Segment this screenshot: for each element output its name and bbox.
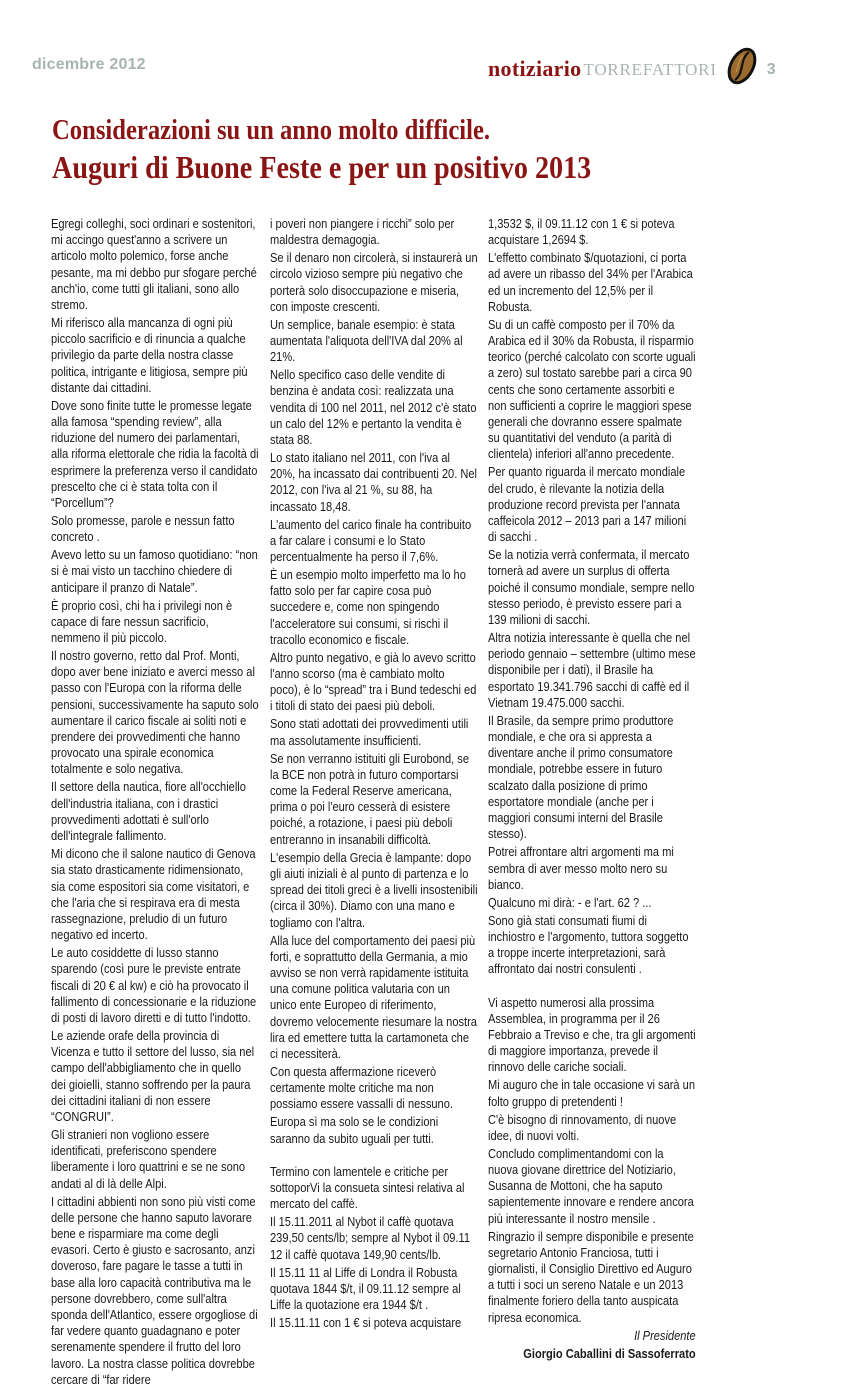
article-paragraph: Se il denaro non circolerà, si instaurerà un circolo vizioso sempre più negativo che porterà solo disoccupazione e miseria, con imposte crescenti. bbox=[270, 251, 478, 314]
article-paragraph: L'esempio della Grecia è lampante: dopo gli aiuti iniziali è al punto di partenza e lo spread dei titoli greci è a livelli insostenibili (circa il 30%). Diamo con una mano e togliamo con l'altra. bbox=[270, 850, 478, 930]
article-paragraph: 1,3532 $, il 09.11.12 con 1 € si poteva acquistare 1,2694 $. bbox=[488, 217, 675, 248]
article-paragraph: C'è bisogno di rinnovamento, di nuove idee, di nuovi volti. bbox=[488, 1112, 677, 1143]
article-paragraph: Concludo complimentandomi con la nuova giovane direttrice del Notiziario, Susanna de Mottoni, che ha saputo sapientemente innovare e rendere ancora più interessante il nostro mensile . bbox=[488, 1146, 694, 1226]
article-paragraph: Europa sì ma solo se le condizioni saranno da subito uguali per tutti. bbox=[270, 1115, 439, 1146]
article-paragraph: Se non verranno istituiti gli Eurobond, se la BCE non potrà in futuro comportarsi come la Federal Reserve americana, prima o poi l'euro cesserà di esistere poiché, a rotazione, i paesi più deboli entreranno in insanabili difficoltà. bbox=[270, 751, 469, 847]
article-paragraph: Qualcuno mi dirà: - e l'art. 62 ? ... bbox=[488, 895, 652, 910]
article-paragraph: Per quanto riguarda il mercato mondiale del crudo, è rilevante la notizia della produzione record prevista per l'annata caffeicola 2012 – 2013 pari a 147 milioni di sacchi . bbox=[488, 465, 687, 545]
signature-name: Giorgio Caballini di Sassoferrato bbox=[523, 1346, 696, 1361]
article-paragraph: Con questa affermazione riceverò certamente molte critiche ma non possiamo essere vassalli di nessuno. bbox=[270, 1064, 453, 1112]
brand-name-primary: notiziario bbox=[488, 56, 582, 81]
article-paragraph: Potrei affrontare altri argomenti ma mi sembra di aver messo molto nero su bianco. bbox=[488, 845, 674, 892]
article-paragraph: Mi auguro che in tale occasione vi sarà un folto gruppo di pretendenti ! bbox=[488, 1078, 695, 1109]
article-paragraph: Mi dicono che il salone nautico di Genova sia stato drasticamente ridimensionato, sia come espositori sia come visitatori, e che l'aria che si respirava era di mesta rassegnazione, preludio di un futuro negativo ed incerto. bbox=[51, 847, 256, 943]
article-paragraph: Il Brasile, da sempre primo produttore mondiale, e che ora si appresta a diventare anche il primo consumatore mondiale, potrebbe essere in futuro scalzato dalla posizione di primo esportatore mondiale (anche per i maggiori consumi interni del Brasile stesso). bbox=[488, 713, 674, 842]
article-paragraph: Vi aspetto numerosi alla prossima Assemblea, in programma per il 26 Febbraio a Treviso e che, tra gli argomenti di maggiore importanza, prevede il rinnovo delle cariche sociali. bbox=[488, 995, 696, 1075]
article-paragraph: Altra notizia interessante è quella che nel periodo gennaio – settembre (ultimo mese disponibile per i dati), il Brasile ha esportato 19.341.796 sacchi di caffè ed il Vietnam 19.475.000 sacchi. bbox=[488, 631, 696, 710]
article-paragraph: Le auto cosiddette di lusso stanno sparendo (così pure le previste entrate fiscali di 20 € al kw) e ciò ha provocato il fallimento di concessionarie e la riduzione di posti di lavoro diretti e di tutto l'indotto. bbox=[51, 946, 257, 1025]
article-paragraph: i poveri non piangere i ricchi” solo per maldestra demagogia. bbox=[270, 217, 455, 248]
article-paragraph: È proprio così, chi ha i privilegi non è capace di fare nessun sacrificio, nemmeno il più piccolo. bbox=[51, 598, 233, 646]
article-paragraph: Il nostro governo, retto dal Prof. Monti, dopo aver bene iniziato e averci messo al passo con l'Europa con la riforma delle pensioni, successivamente ha saputo solo aumentare il carico fiscale ai soliti noti e prendere dei provvedimenti che hanno provocato una spirale economica totalmente e solo negativa. bbox=[51, 649, 259, 777]
article-paragraph: Sono già stati consumati fiumi di inchiostro e l'argomento, tuttora soggetto a troppe incerte interpretazioni, sarà affrontato dai nostri consulenti . bbox=[488, 913, 689, 977]
article-paragraph: È un esempio molto imperfetto ma lo ho fatto solo per far capire cosa può succedere e, come non spingendo l'acceleratore sui consumi, si rischi il tracollo economico e fiscale. bbox=[270, 568, 466, 647]
signature-role: Il Presidente bbox=[634, 1328, 696, 1343]
article-paragraph: Un semplice, banale esempio: è stata aumentata l'aliquota dell'IVA dal 20% al 21%. bbox=[270, 317, 463, 365]
article-paragraph: Sono stati adottati dei provvedimenti utili ma assolutamente insufficienti. bbox=[270, 717, 469, 748]
article-paragraph: Nello specifico caso delle vendite di benzina è andata così: realizzata una vendita di 100 nel 2011, nel 2012 c'è stato un calo del 12% e pertanto la vendita è stata 88. bbox=[270, 368, 477, 448]
coffee-bean-icon bbox=[725, 46, 759, 86]
article-paragraph: Le aziende orafe della provincia di Vicenza e tutto il settore del lusso, sia nel campo dell'abbigliamento che in quello dei gioielli, stanno soffrendo per la paura dei cittadini italiani di non essere “CONGRUI”. bbox=[51, 1028, 255, 1124]
article-paragraph: Ringrazio il sempre disponibile e presente segretario Antonio Franciosa, tutti i giornalisti, il Consiglio Direttivo ed Auguro a tutti i soci un sereno Natale e un 2013 finalmente foriero della tanto auspicata ripresa economica. bbox=[488, 1229, 694, 1325]
masthead bbox=[488, 52, 776, 86]
title-line-1: Considerazioni su un anno molto difficile. bbox=[52, 115, 491, 146]
article-paragraph: Se la notizia verrà confermata, il mercato tornerà ad avere un surplus di offerta poiché il consumo mondiale, sempre nello stesso periodo, è previsto essere pari a 139 milioni di sacchi. bbox=[488, 548, 695, 628]
article-paragraph: I cittadini abbienti non sono più visti come delle persone che hanno saputo lavorare bene e risparmiare ma come degli evasori. Certo è giusto e sacrosanto, anzi doveroso, fare pagare le tasse a tutti in base alla loro capacità contributiva ma le persone dovrebbero, come sull'altra sponda dell'Atlantico, essere orgogliose di far vedere quanto guadagnano e poter serenamente spendere il frutto del loro lavoro. La nostra classe politica dovrebbe cercare di “far ridere bbox=[51, 1194, 258, 1387]
article-paragraph: L'effetto combinato $/quotazioni, ci porta ad avere un ribasso del 34% per l'Arabica ed un incremento del 12,5% per il Robusta. bbox=[488, 251, 693, 314]
issue-date: dicembre 2012 bbox=[32, 56, 146, 73]
article-paragraph: Su di un caffè composto per il 70% da Arabica ed il 30% da Robusta, il risparmio teorico (perché calcolato con scorte uguali a zero) sul tostato sarebbe pari a circa 90 cents che sono certamente assorbiti e non sufficienti a coprire le maggiori spese generali che dovranno essere spalmate su quantitativi del venduto (a parità di clientela) inferiori all'anno precedente. bbox=[488, 317, 696, 462]
article-title bbox=[52, 114, 721, 186]
article-paragraph: Solo promesse, parole e nessun fatto concreto . bbox=[51, 514, 235, 545]
article-paragraph: Il settore della nautica, fiore all'occhiello dell'industria italiana, con i drastici provvedimenti adottati è sull'orlo dell'integrale fallimento. bbox=[51, 780, 246, 844]
article-paragraph: Egregi colleghi, soci ordinari e sostenitori, mi accingo quest'anno a scrivere un articolo molto polemico, forse anche pesante, ma mi debbo pur sfogare perché anch'io, come tutti gli italiani, sono allo stremo. bbox=[51, 217, 257, 313]
article-paragraph: Dove sono finite tutte le promesse legate alla famosa “spending review”, alla riduzione del numero dei parlamentari, alla riforma elettorale che ridia la facoltà di esprimere la preferenza verso il candidato prescelto che ci è stata tolta con il “Porcellum”? bbox=[51, 398, 259, 511]
brand-name-secondary: TORREFATTORI bbox=[583, 60, 717, 79]
article-paragraph: L'aumento del carico finale ha contribuito a far calare i consumi e lo Stato percentualmente ha perso il 7,6%. bbox=[270, 517, 472, 565]
article-paragraph: Alla luce del comportamento dei paesi più forti, e soprattutto della Germania, a mio avviso se non verrà rapidamente istituita una comune politica valutaria con un unico ente Europeo di riferimento, dovremo velocemente riesumare la nostra lira ed emettere tutta la cartamoneta che ci necessiterà. bbox=[270, 933, 477, 1061]
article-column-1 bbox=[51, 216, 259, 1390]
article-paragraph: Lo stato italiano nel 2011, con l'iva al 20%, ha incassato dai contribuenti 20. Nel 2012, con l'iva al 21 %, su 88, ha incassato 18,48. bbox=[270, 451, 478, 514]
article-paragraph: Avevo letto su un famoso quotidiano: “non si è mai visto un tacchino chiedere di anticipare il pranzo di Natale”. bbox=[51, 548, 258, 595]
article-paragraph: Il 15.11.11 con 1 € si poteva acquistare bbox=[270, 1315, 462, 1330]
page-number: 3 bbox=[766, 61, 776, 78]
article-column-3 bbox=[488, 216, 696, 1364]
article-paragraph: Il 15.11.2011 al Nybot il caffè quotava 239,50 cents/lb; sempre al Nybot il 09.11 12 il caffè quotava 149,90 cents/lb. bbox=[270, 1215, 471, 1262]
article-paragraph: Termino con lamentele e critiche per sottoporVi la consueta sintesi relativa al mercato del caffè. bbox=[270, 1164, 465, 1212]
article-paragraph: Il 15.11 11 al Liffe di Londra il Robusta quotava 1844 $/t, il 09.11.12 sempre al Liffe la quotazione era 1944 $/t . bbox=[270, 1265, 461, 1312]
article-paragraph: Gli stranieri non vogliono essere identificati, preferiscono spendere liberamente i loro quattrini e se ne sono andati al di là delle Alpi. bbox=[51, 1127, 246, 1191]
article-paragraph: Mi riferisco alla mancanza di ogni più piccolo sacrificio e di rinuncia a qualche privilegio da parte della nostra classe politica, intrigante e litigiosa, sempre più distante dai cittadini. bbox=[51, 316, 248, 395]
title-line-2: Auguri di Buone Feste e per un positivo 2013 bbox=[52, 149, 592, 185]
article-paragraph: Altro punto negativo, e già lo avevo scritto l'anno scorso (ma è cambiato molto poco), è lo “spread” tra i Bund tedeschi ed i titoli di stato dei paesi più deboli. bbox=[270, 650, 477, 714]
article-column-2 bbox=[270, 216, 478, 1333]
